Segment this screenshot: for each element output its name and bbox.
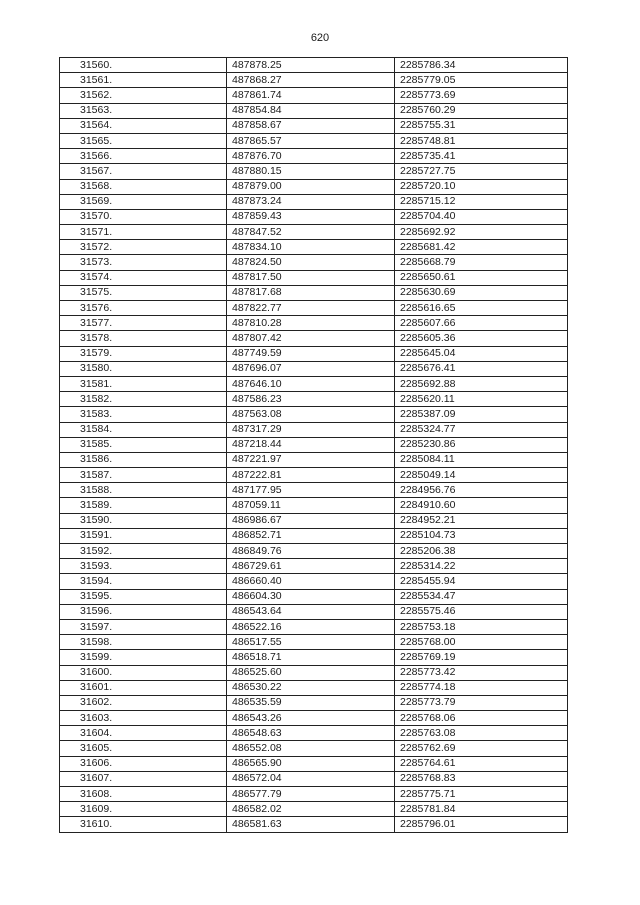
table-row <box>60 771 568 786</box>
table-row <box>60 711 568 726</box>
x-coordinate-cell: 487749.59 <box>227 346 395 361</box>
point-id-cell: 31593. <box>60 559 227 574</box>
table-row <box>60 73 568 88</box>
table-row <box>60 544 568 559</box>
y-coordinate-cell: 2285324.77 <box>395 422 568 437</box>
x-coordinate-cell: 486518.71 <box>227 650 395 665</box>
table-row <box>60 361 568 376</box>
point-id-cell: 31599. <box>60 650 227 665</box>
table-row <box>60 559 568 574</box>
x-coordinate-cell: 486530.22 <box>227 680 395 695</box>
point-id-cell: 31578. <box>60 331 227 346</box>
y-coordinate-cell: 2285796.01 <box>395 817 568 832</box>
x-coordinate-cell: 486852.71 <box>227 528 395 543</box>
table-row <box>60 483 568 498</box>
point-id-cell: 31586. <box>60 452 227 467</box>
point-id-cell: 31566. <box>60 149 227 164</box>
x-coordinate-cell: 486849.76 <box>227 544 395 559</box>
y-coordinate-cell: 2285727.75 <box>395 164 568 179</box>
table-row <box>60 331 568 346</box>
table-row <box>60 741 568 756</box>
x-coordinate-cell: 486535.59 <box>227 695 395 710</box>
x-coordinate-cell: 486565.90 <box>227 756 395 771</box>
x-coordinate-cell: 487834.10 <box>227 240 395 255</box>
x-coordinate-cell: 487865.57 <box>227 133 395 148</box>
table-row <box>60 650 568 665</box>
table-row <box>60 346 568 361</box>
y-coordinate-cell: 2285314.22 <box>395 559 568 574</box>
x-coordinate-cell: 487822.77 <box>227 301 395 316</box>
x-coordinate-cell: 486604.30 <box>227 589 395 604</box>
x-coordinate-cell: 487879.00 <box>227 179 395 194</box>
y-coordinate-cell: 2285668.79 <box>395 255 568 270</box>
table-row <box>60 255 568 270</box>
table-row <box>60 817 568 832</box>
point-id-cell: 31601. <box>60 680 227 695</box>
table-row <box>60 695 568 710</box>
y-coordinate-cell: 2285768.83 <box>395 771 568 786</box>
table-row <box>60 635 568 650</box>
table-row <box>60 240 568 255</box>
table-row <box>60 179 568 194</box>
x-coordinate-cell: 486525.60 <box>227 665 395 680</box>
coordinates-table-body <box>60 58 568 833</box>
x-coordinate-cell: 487817.68 <box>227 285 395 300</box>
table-row <box>60 619 568 634</box>
x-coordinate-cell: 487696.07 <box>227 361 395 376</box>
point-id-cell: 31609. <box>60 802 227 817</box>
point-id-cell: 31587. <box>60 468 227 483</box>
point-id-cell: 31588. <box>60 483 227 498</box>
x-coordinate-cell: 487807.42 <box>227 331 395 346</box>
point-id-cell: 31569. <box>60 194 227 209</box>
table-row <box>60 452 568 467</box>
x-coordinate-cell: 487059.11 <box>227 498 395 513</box>
y-coordinate-cell: 2285779.05 <box>395 73 568 88</box>
y-coordinate-cell: 2285768.00 <box>395 635 568 650</box>
point-id-cell: 31596. <box>60 604 227 619</box>
table-row <box>60 437 568 452</box>
point-id-cell: 31567. <box>60 164 227 179</box>
x-coordinate-cell: 486522.16 <box>227 619 395 634</box>
point-id-cell: 31600. <box>60 665 227 680</box>
x-coordinate-cell: 487824.50 <box>227 255 395 270</box>
x-coordinate-cell: 487868.27 <box>227 73 395 88</box>
y-coordinate-cell: 2285773.79 <box>395 695 568 710</box>
y-coordinate-cell: 2284956.76 <box>395 483 568 498</box>
point-id-cell: 31574. <box>60 270 227 285</box>
y-coordinate-cell: 2285775.71 <box>395 787 568 802</box>
x-coordinate-cell: 486660.40 <box>227 574 395 589</box>
point-id-cell: 31591. <box>60 528 227 543</box>
x-coordinate-cell: 487177.95 <box>227 483 395 498</box>
point-id-cell: 31597. <box>60 619 227 634</box>
point-id-cell: 31561. <box>60 73 227 88</box>
table-row <box>60 58 568 73</box>
point-id-cell: 31562. <box>60 88 227 103</box>
y-coordinate-cell: 2285764.61 <box>395 756 568 771</box>
point-id-cell: 31575. <box>60 285 227 300</box>
point-id-cell: 31594. <box>60 574 227 589</box>
y-coordinate-cell: 2285645.04 <box>395 346 568 361</box>
y-coordinate-cell: 2285676.41 <box>395 361 568 376</box>
coordinates-table <box>59 57 568 833</box>
x-coordinate-cell: 487810.28 <box>227 316 395 331</box>
y-coordinate-cell: 2285786.34 <box>395 58 568 73</box>
table-row <box>60 513 568 528</box>
y-coordinate-cell: 2285620.11 <box>395 392 568 407</box>
y-coordinate-cell: 2285715.12 <box>395 194 568 209</box>
point-id-cell: 31590. <box>60 513 227 528</box>
y-coordinate-cell: 2285206.38 <box>395 544 568 559</box>
x-coordinate-cell: 487880.15 <box>227 164 395 179</box>
table-row <box>60 528 568 543</box>
y-coordinate-cell: 2285692.92 <box>395 225 568 240</box>
y-coordinate-cell: 2284952.21 <box>395 513 568 528</box>
y-coordinate-cell: 2285692.88 <box>395 376 568 391</box>
point-id-cell: 31598. <box>60 635 227 650</box>
point-id-cell: 31604. <box>60 726 227 741</box>
point-id-cell: 31571. <box>60 225 227 240</box>
point-id-cell: 31589. <box>60 498 227 513</box>
table-row <box>60 422 568 437</box>
y-coordinate-cell: 2285084.11 <box>395 452 568 467</box>
table-row <box>60 103 568 118</box>
x-coordinate-cell: 487847.52 <box>227 225 395 240</box>
x-coordinate-cell: 487873.24 <box>227 194 395 209</box>
y-coordinate-cell: 2285630.69 <box>395 285 568 300</box>
point-id-cell: 31572. <box>60 240 227 255</box>
x-coordinate-cell: 487317.29 <box>227 422 395 437</box>
y-coordinate-cell: 2285762.69 <box>395 741 568 756</box>
table-row <box>60 301 568 316</box>
x-coordinate-cell: 486582.02 <box>227 802 395 817</box>
x-coordinate-cell: 487876.70 <box>227 149 395 164</box>
table-row <box>60 270 568 285</box>
table-row <box>60 787 568 802</box>
y-coordinate-cell: 2285230.86 <box>395 437 568 452</box>
point-id-cell: 31595. <box>60 589 227 604</box>
table-row <box>60 756 568 771</box>
point-id-cell: 31602. <box>60 695 227 710</box>
point-id-cell: 31576. <box>60 301 227 316</box>
page-number: 620 <box>310 32 330 44</box>
table-row <box>60 209 568 224</box>
y-coordinate-cell: 2285049.14 <box>395 468 568 483</box>
point-id-cell: 31606. <box>60 756 227 771</box>
x-coordinate-cell: 486572.04 <box>227 771 395 786</box>
point-id-cell: 31580. <box>60 361 227 376</box>
x-coordinate-cell: 487861.74 <box>227 88 395 103</box>
point-id-cell: 31568. <box>60 179 227 194</box>
table-row <box>60 468 568 483</box>
table-row <box>60 316 568 331</box>
table-row <box>60 194 568 209</box>
table-row <box>60 118 568 133</box>
x-coordinate-cell: 486581.63 <box>227 817 395 832</box>
y-coordinate-cell: 2285534.47 <box>395 589 568 604</box>
point-id-cell: 31605. <box>60 741 227 756</box>
table-row <box>60 407 568 422</box>
point-id-cell: 31560. <box>60 58 227 73</box>
point-id-cell: 31584. <box>60 422 227 437</box>
point-id-cell: 31607. <box>60 771 227 786</box>
point-id-cell: 31564. <box>60 118 227 133</box>
x-coordinate-cell: 486517.55 <box>227 635 395 650</box>
x-coordinate-cell: 486548.63 <box>227 726 395 741</box>
table-row <box>60 589 568 604</box>
y-coordinate-cell: 2285605.36 <box>395 331 568 346</box>
y-coordinate-cell: 2285650.61 <box>395 270 568 285</box>
point-id-cell: 31608. <box>60 787 227 802</box>
y-coordinate-cell: 2285575.46 <box>395 604 568 619</box>
point-id-cell: 31570. <box>60 209 227 224</box>
point-id-cell: 31573. <box>60 255 227 270</box>
table-row <box>60 392 568 407</box>
point-id-cell: 31577. <box>60 316 227 331</box>
x-coordinate-cell: 486986.67 <box>227 513 395 528</box>
x-coordinate-cell: 486543.26 <box>227 711 395 726</box>
table-row <box>60 574 568 589</box>
y-coordinate-cell: 2285781.84 <box>395 802 568 817</box>
x-coordinate-cell: 487646.10 <box>227 376 395 391</box>
x-coordinate-cell: 487817.50 <box>227 270 395 285</box>
table-row <box>60 133 568 148</box>
point-id-cell: 31610. <box>60 817 227 832</box>
table-row <box>60 802 568 817</box>
point-id-cell: 31563. <box>60 103 227 118</box>
x-coordinate-cell: 487586.23 <box>227 392 395 407</box>
y-coordinate-cell: 2285763.08 <box>395 726 568 741</box>
table-row <box>60 680 568 695</box>
x-coordinate-cell: 487563.08 <box>227 407 395 422</box>
point-id-cell: 31581. <box>60 376 227 391</box>
table-row <box>60 164 568 179</box>
point-id-cell: 31583. <box>60 407 227 422</box>
x-coordinate-cell: 487854.84 <box>227 103 395 118</box>
y-coordinate-cell: 2285769.19 <box>395 650 568 665</box>
y-coordinate-cell: 2285760.29 <box>395 103 568 118</box>
y-coordinate-cell: 2285720.10 <box>395 179 568 194</box>
x-coordinate-cell: 486543.64 <box>227 604 395 619</box>
x-coordinate-cell: 487222.81 <box>227 468 395 483</box>
y-coordinate-cell: 2285753.18 <box>395 619 568 634</box>
y-coordinate-cell: 2285768.06 <box>395 711 568 726</box>
y-coordinate-cell: 2285104.73 <box>395 528 568 543</box>
y-coordinate-cell: 2285755.31 <box>395 118 568 133</box>
point-id-cell: 31603. <box>60 711 227 726</box>
x-coordinate-cell: 486552.08 <box>227 741 395 756</box>
table-row <box>60 726 568 741</box>
table-row <box>60 498 568 513</box>
point-id-cell: 31592. <box>60 544 227 559</box>
y-coordinate-cell: 2285607.66 <box>395 316 568 331</box>
table-row <box>60 225 568 240</box>
y-coordinate-cell: 2285704.40 <box>395 209 568 224</box>
y-coordinate-cell: 2285681.42 <box>395 240 568 255</box>
y-coordinate-cell: 2284910.60 <box>395 498 568 513</box>
x-coordinate-cell: 487218.44 <box>227 437 395 452</box>
point-id-cell: 31565. <box>60 133 227 148</box>
y-coordinate-cell: 2285773.69 <box>395 88 568 103</box>
table-row <box>60 149 568 164</box>
y-coordinate-cell: 2285455.94 <box>395 574 568 589</box>
y-coordinate-cell: 2285735.41 <box>395 149 568 164</box>
x-coordinate-cell: 487858.67 <box>227 118 395 133</box>
point-id-cell: 31582. <box>60 392 227 407</box>
y-coordinate-cell: 2285616.65 <box>395 301 568 316</box>
y-coordinate-cell: 2285748.81 <box>395 133 568 148</box>
x-coordinate-cell: 486577.79 <box>227 787 395 802</box>
y-coordinate-cell: 2285774.18 <box>395 680 568 695</box>
y-coordinate-cell: 2285387.09 <box>395 407 568 422</box>
x-coordinate-cell: 487878.25 <box>227 58 395 73</box>
table-row <box>60 604 568 619</box>
point-id-cell: 31585. <box>60 437 227 452</box>
table-row <box>60 88 568 103</box>
x-coordinate-cell: 486729.61 <box>227 559 395 574</box>
table-row <box>60 285 568 300</box>
x-coordinate-cell: 487859.43 <box>227 209 395 224</box>
table-row <box>60 376 568 391</box>
x-coordinate-cell: 487221.97 <box>227 452 395 467</box>
point-id-cell: 31579. <box>60 346 227 361</box>
table-row <box>60 665 568 680</box>
y-coordinate-cell: 2285773.42 <box>395 665 568 680</box>
